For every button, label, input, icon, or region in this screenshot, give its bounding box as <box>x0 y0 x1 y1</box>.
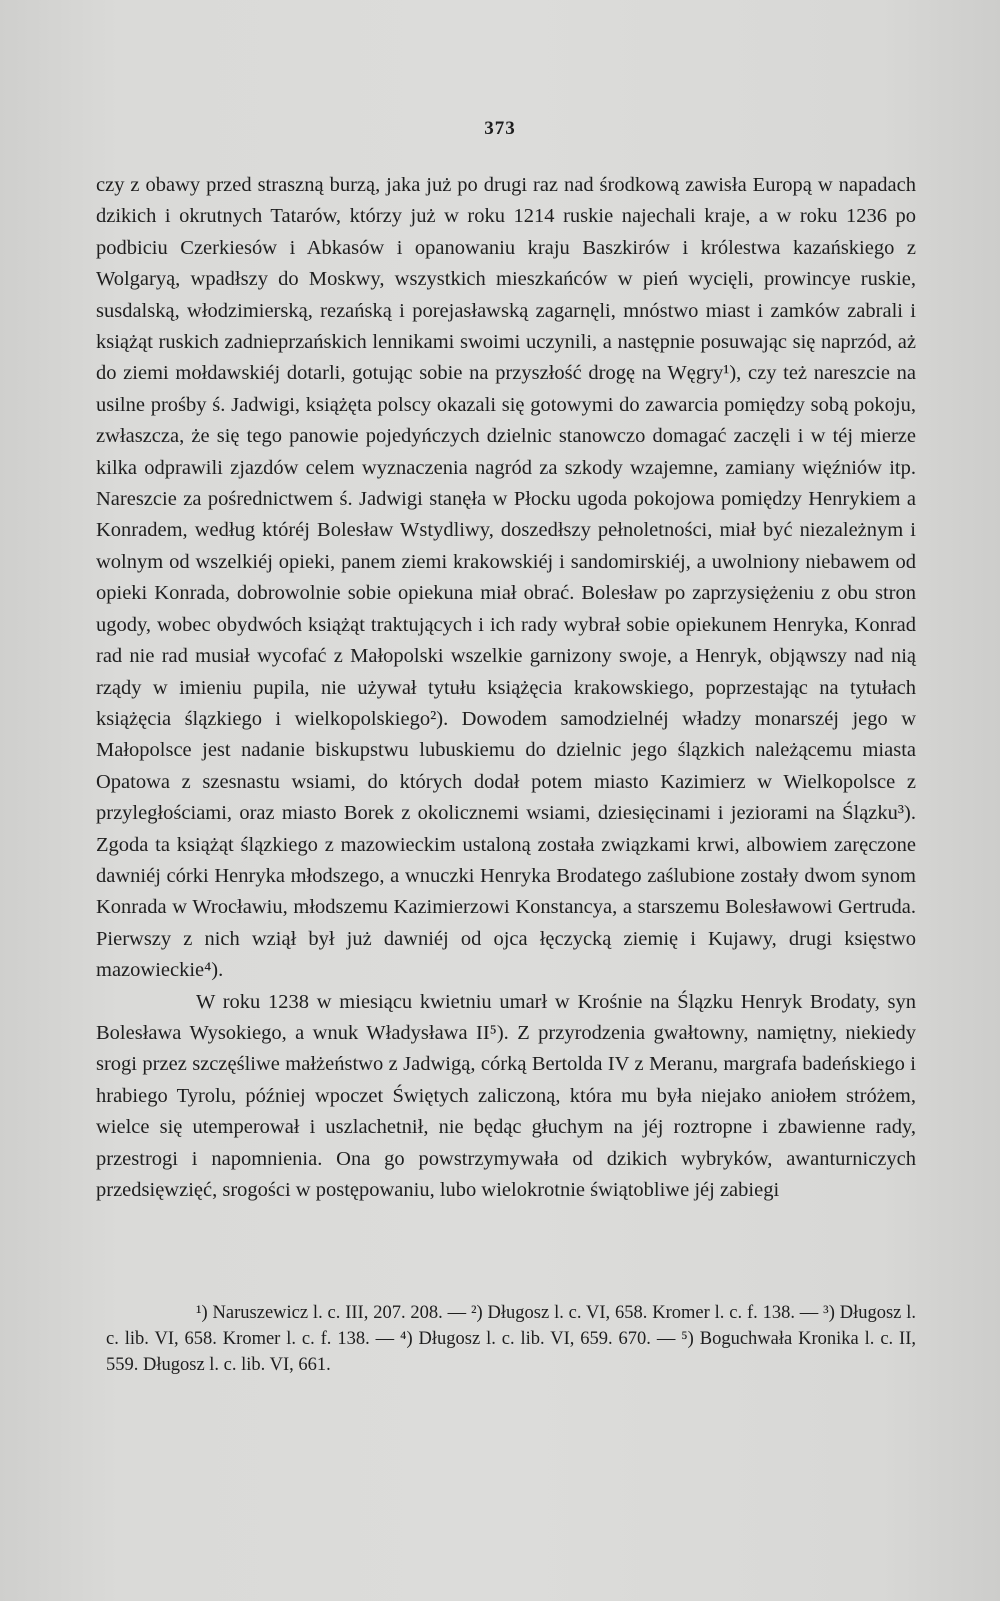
paragraph-1: czy z obawy przed straszną burzą, jaka już po drugi raz nad środkową zawisła Europą w napadach dzikich i okrutnych Tatarów, którzy już w roku 1214 ruskie najechali kraje, a w roku 1236 po podbiciu Czerkiesów i Abkasów i opanowaniu kraju Baszkirów i królestwa kazańskiego z Wolgaryą, wpadłszy do Moskwy, wszystkich mieszkańców w pień wycięli, prowincye ruskie, susdalską, włodzimierską, rezańską i porejasławską zagarnęli, mnóstwo miast i zamków zabrali i książąt ruskich zadnieprzańskich lennikami swoimi uczynili, a następnie posuwając się naprzód, aż do ziemi mołdawskiéj dotarli, gotując sobie na przyszłość drogę na Węgry¹), czy też nareszcie na usilne prośby ś. Jadwigi, książęta polscy okazali się gotowymi do zawarcia pomiędzy sobą pokoju, zwłaszcza, że się tego panowie pojedyńczych dzielnic stanowczo domagać zaczęli i w téj mierze kilka odprawili zjazdów celem wyznaczenia nagród za szkody wzajemne, zamiany więźniów itp. Nareszcie za pośrednictwem ś. Jadwigi stanęła w Płocku ugoda pokojowa pomiędzy Henrykiem a Konradem, według któréj Bolesław Wstydliwy, doszedłszy pełnoletności, miał być niezależnym i wolnym od wszelkiéj opieki, panem ziemi krakowskiéj i sandomirskiéj, a uwolniony niebawem od opieki Konrada, dobrowolnie sobie opiekuna miał obrać. Bolesław po zaprzysiężeniu z obu stron ugody, wobec obydwóch książąt traktujących i ich rady wybrał sobie opiekunem Henryka, Konrad rad nie rad musiał wycofać z Małopolski wszelkie garnizony swoje, a Henryk, objąwszy nad nią rządy w imieniu pupila, nie używał tytułu książęcia krakowskiego, poprzestając na tytułach książęcia ślązkiego i wielkopolskiego²). Dowodem samodzielnéj władzy monarszéj jego w Małopolsce jest nadanie biskupstwu lubuskiemu do dzielnic jego ślązkich należącemu miasta Opatowa z szesnastu wsiami, do których dodał potem miasto Kazimierz w Wielkopolsce z przyległościami, oraz miasto Borek z okolicznemi wsiami, dziesięcinami i jeziorami na Ślązku³). Zgoda ta książąt ślązkiego z mazowieckim ustaloną została związkami krwi, albowiem zaręczone dawniéj córki Henryka młodszego, a wnuczki Henryka Brodatego zaślubione zostały dwom synom Konrada w Wrocławiu, młodszemu Kazimierzowi Konstancya, a starszemu Bolesławowi Gertruda. Pierwszy z nich wziął był już dawniéj od ojca łęczycką ziemię i Kujawy, drugi księstwo mazowieckie⁴). <box>96 174 916 982</box>
footnotes-text: ¹) Naruszewicz l. c. III, 207. 208. — ²) Długosz l. c. VI, 658. Kromer l. c. f. 138. — ³) Długosz l. c. lib. VI, 658. Kromer l. c. f. 138. — ⁴) Długosz l. c. lib. VI, 659. 670. — ⁵) Boguchwała Kronika l. c. II, 559. Długosz l. c. lib. VI, 661. <box>106 1303 916 1375</box>
body-text <box>96 170 916 1206</box>
footnotes <box>106 1300 916 1378</box>
paragraph-2: W roku 1238 w miesiącu kwietniu umarł w Krośnie na Ślązku Henryk Brodaty, syn Bolesława Wysokiego, a wnuk Władysława II⁵). Z przyrodzenia gwałtowny, namiętny, niekiedy srogi przez szczęśliwe małżeństwo z Jadwigą, córką Bertolda IV z Meranu, margrafa badeńskiego i hrabiego Tyrolu, później wpoczet Świętych zaliczoną, która mu była niejako aniołem stróżem, wielce się utemperował i uszlachetnił, nie będąc głuchym na jéj roztropne i zbawienne rady, przestrogi i napomnienia. Ona go powstrzymywała od dzikich wybryków, awanturniczych przedsięwzięć, srogości w postępowaniu, lubo wielokrotnie świątobliwe jéj zabiegi <box>96 990 916 1201</box>
page-number: 373 <box>484 118 516 139</box>
